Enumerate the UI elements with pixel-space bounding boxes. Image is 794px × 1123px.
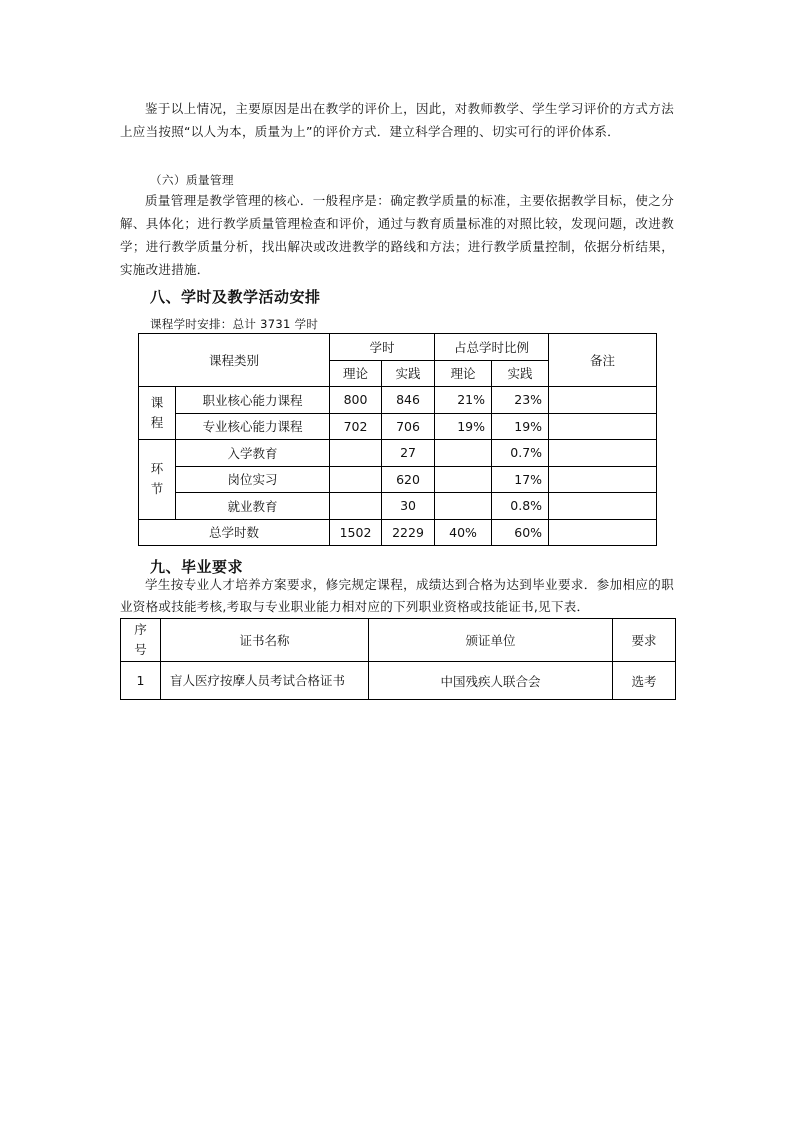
- total-practice: 2229: [382, 519, 435, 546]
- total-theory: 1502: [330, 519, 382, 546]
- row-theory-pct: 21%: [435, 387, 492, 414]
- remarks-header: 备注: [549, 334, 657, 387]
- table-row: [139, 387, 657, 414]
- theory-header: 理论: [330, 360, 382, 387]
- section-9-heading: 九、毕业要求: [150, 558, 244, 576]
- row-theory: 800: [330, 387, 382, 414]
- evaluation-paragraph: 鉴于以上情况，主要原因是出在教学的评价上，因此，对教师教学、学生学习评价的方式方法上应当按照“以人为本，质量为上”的评价方式．建立科学合理的、切实可行的评价体系．: [120, 101, 674, 139]
- cert-issuer: 中国残疾人联合会: [369, 662, 613, 700]
- table-row: [121, 662, 676, 700]
- cert-seq: 1: [121, 662, 161, 700]
- cert-requirement: 选考: [613, 662, 676, 700]
- row-practice: 620: [382, 466, 435, 493]
- row-theory-pct: [435, 440, 492, 467]
- table-row: [139, 493, 657, 520]
- quality-management-heading: （六）质量管理: [150, 173, 234, 187]
- group-course-label: 课 程: [139, 387, 176, 440]
- total-practice-pct: 60%: [492, 519, 549, 546]
- hours-header: 学时: [330, 334, 435, 361]
- row-practice-pct: 17%: [492, 466, 549, 493]
- seq-header: 序号: [121, 619, 161, 662]
- row-theory-pct: 19%: [435, 413, 492, 440]
- ratio-header: 占总学时比例: [435, 334, 549, 361]
- row-name: 入学教育: [176, 440, 330, 467]
- total-theory-pct: 40%: [435, 519, 492, 546]
- total-row: [139, 519, 657, 546]
- category-header: 课程类别: [139, 334, 330, 387]
- row-remark: [549, 493, 657, 520]
- row-theory-pct: [435, 493, 492, 520]
- hours-caption: 课程学时安排：总计 3731 学时: [150, 317, 319, 331]
- section-8-heading: 八、学时及教学活动安排: [150, 288, 321, 306]
- row-practice-pct: 23%: [492, 387, 549, 414]
- row-name: 就业教育: [176, 493, 330, 520]
- row-name: 职业核心能力课程: [176, 387, 330, 414]
- row-theory: [330, 440, 382, 467]
- row-practice-pct: 0.8%: [492, 493, 549, 520]
- row-theory: [330, 466, 382, 493]
- quality-management-paragraph: 质量管理是教学管理的核心．一般程序是：确定教学质量的标准，主要依据教学目标，使之分解、具体化；进行教学质量管理检查和评价，通过与教育质量标准的对照比较，发现问题，改进教学；进行教学质量分析，找出解决或改进教学的路线和方法；进行教学质量控制，依据分析结果，实施改进措施．: [120, 193, 674, 277]
- row-practice-pct: 19%: [492, 413, 549, 440]
- requirement-header: 要求: [613, 619, 676, 662]
- graduation-paragraph: 学生按专业人才培养方案要求，修完规定课程，成绩达到合格为达到毕业要求．参加相应的职业资格或技能考核,考取与专业职业能力相对应的下列职业资格或技能证书,见下表．: [120, 577, 674, 614]
- row-theory: 702: [330, 413, 382, 440]
- table-row: [139, 440, 657, 467]
- row-remark: [549, 466, 657, 493]
- row-name: 岗位实习: [176, 466, 330, 493]
- row-practice: 706: [382, 413, 435, 440]
- row-theory-pct: [435, 466, 492, 493]
- certificate-header-row: [121, 619, 676, 662]
- theory-pct-header: 理论: [435, 360, 492, 387]
- row-practice: 846: [382, 387, 435, 414]
- table-row: [139, 413, 657, 440]
- certificate-table: [120, 618, 676, 700]
- row-remark: [549, 413, 657, 440]
- table-row: [139, 466, 657, 493]
- hours-table: [138, 333, 657, 546]
- row-remark: [549, 387, 657, 414]
- practice-pct-header: 实践: [492, 360, 549, 387]
- row-remark: [549, 440, 657, 467]
- cert-name-header: 证书名称: [161, 619, 369, 662]
- row-practice: 30: [382, 493, 435, 520]
- issuer-header: 颁证单位: [369, 619, 613, 662]
- total-label: 总学时数: [139, 519, 330, 546]
- cert-name: 盲人医疗按摩人员考试合格证书: [161, 662, 369, 700]
- row-practice: 27: [382, 440, 435, 467]
- row-practice-pct: 0.7%: [492, 440, 549, 467]
- row-name: 专业核心能力课程: [176, 413, 330, 440]
- table-header-row: [139, 334, 657, 361]
- total-remark: [549, 519, 657, 546]
- row-theory: [330, 493, 382, 520]
- group-link-label: 环 节: [139, 440, 176, 520]
- practice-header: 实践: [382, 360, 435, 387]
